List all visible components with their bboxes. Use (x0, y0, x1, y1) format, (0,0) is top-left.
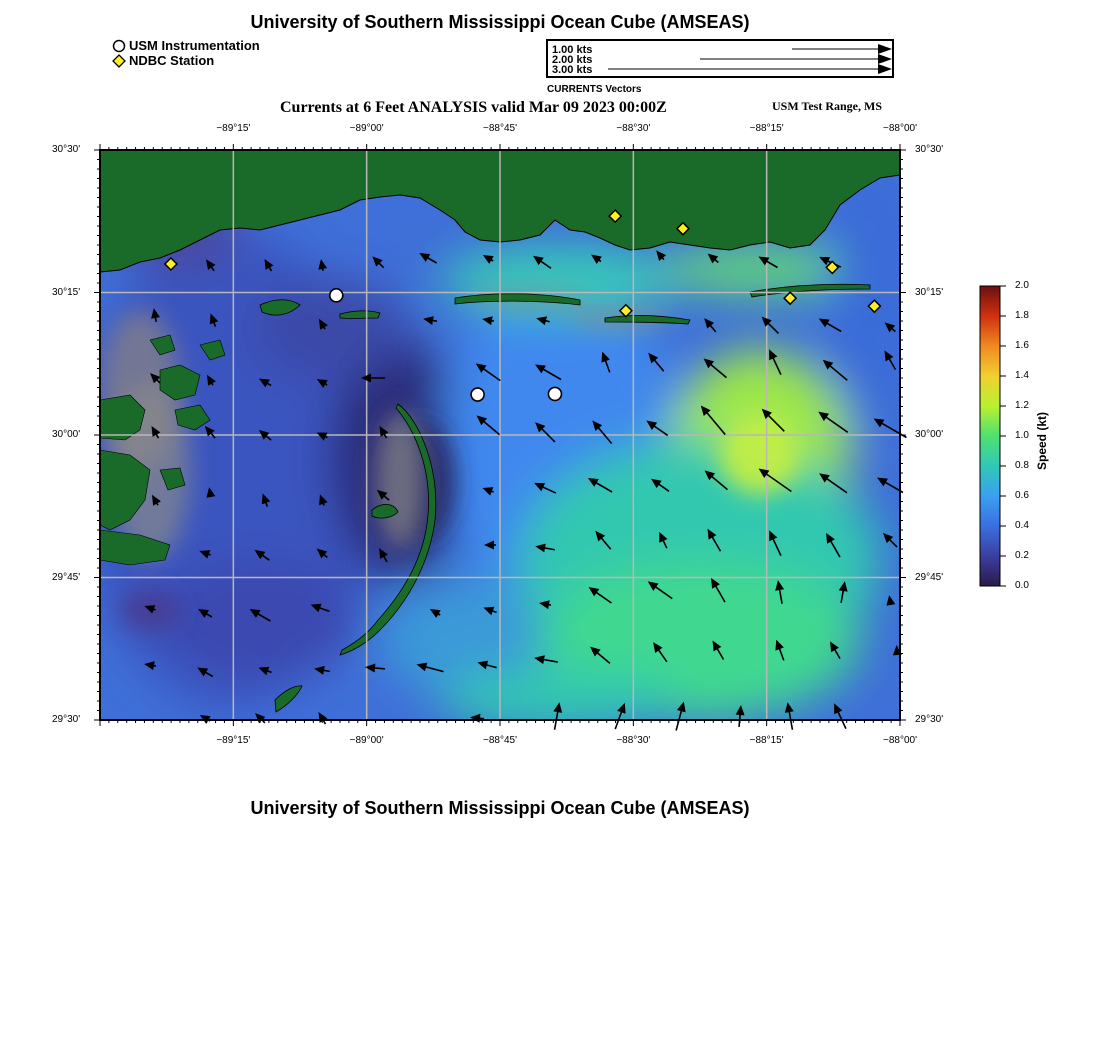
colorbar-tick-label: 1.4 (1015, 370, 1029, 381)
lon-label-bottom: −88°30' (616, 735, 651, 746)
lat-label-right: 29°30' (915, 714, 944, 725)
map-subtitle: Currents at 6 Feet ANALYSIS valid Mar 09 2023 00:00Z (280, 99, 667, 116)
colorbar-tick-label: 1.6 (1015, 340, 1029, 351)
colorbar-title: Speed (kt) (1035, 411, 1049, 470)
lat-label-left: 29°30' (52, 714, 81, 725)
colorbar-tick-label: 0.0 (1015, 580, 1029, 591)
ref-label-2: 2.00 kts (552, 54, 593, 66)
lat-label-right: 30°00' (915, 429, 944, 440)
lat-label-left: 29°45' (52, 571, 81, 583)
colorbar (975, 282, 1015, 592)
lat-label-right: 30°30' (915, 144, 944, 155)
ref-label-1: 1.00 kts (552, 44, 593, 56)
colorbar-tick-label: 1.8 (1015, 310, 1029, 321)
lon-label-top: −89°15' (216, 123, 251, 134)
lon-label-top: −89°00' (349, 123, 384, 134)
lon-label-bottom: −88°45' (483, 735, 517, 746)
colorbar-tick-label: 0.2 (1015, 550, 1029, 561)
colorbar-tick-label: 0.8 (1015, 460, 1029, 471)
usm-instrument-marker (330, 289, 343, 302)
colorbar-tick-label: 0.4 (1015, 520, 1029, 531)
lat-label-left: 30°15' (52, 286, 81, 298)
region-label: USM Test Range, MS (772, 99, 883, 113)
lat-label-right: 29°45' (915, 571, 944, 583)
colorbar-tick-label: 2.0 (1015, 280, 1029, 291)
usm-instrument-marker (548, 387, 561, 400)
legend-label-usm: USM Instrumentation (129, 38, 260, 53)
lon-label-top: −88°00' (883, 123, 917, 134)
colorbar-tick-label: 1.2 (1015, 400, 1029, 411)
colorbar-tick-label: 1.0 (1015, 430, 1029, 441)
speed-field (80, 150, 910, 730)
page-title: University of Southern Mississippi Ocean Cube (AMSEAS) (250, 12, 750, 32)
lon-label-bottom: −88°00' (883, 735, 917, 746)
legend-label-ndbc: NDBC Station (129, 53, 215, 68)
lat-label-left: 30°30' (52, 144, 81, 155)
usm-instrument-marker (471, 388, 484, 401)
colorbar-tick-label: 0.6 (1015, 490, 1029, 501)
lon-label-top: −88°15' (749, 123, 784, 134)
lat-label-left: 30°00' (52, 429, 81, 440)
ref-label-3: 3.00 kts (552, 64, 593, 76)
lon-label-bottom: −89°15' (216, 735, 251, 746)
lon-label-top: −88°45' (483, 123, 517, 134)
lon-label-top: −88°30' (616, 123, 651, 134)
lon-label-bottom: −89°00' (349, 735, 384, 746)
lat-label-right: 30°15' (915, 286, 944, 298)
lon-label-bottom: −88°15' (749, 735, 784, 746)
reference-caption: CURRENTS Vectors (547, 84, 642, 95)
footer-title: University of Southern Mississippi Ocean Cube (AMSEAS) (250, 798, 750, 818)
